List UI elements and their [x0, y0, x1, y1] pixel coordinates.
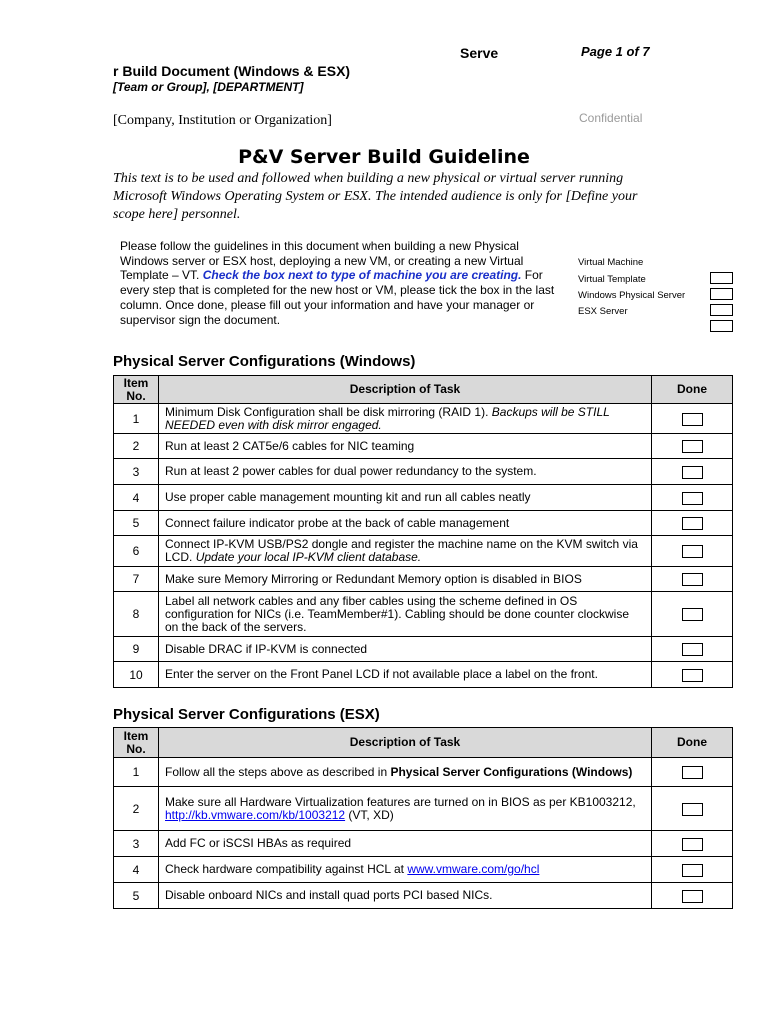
instructions-paragraph — [120, 239, 560, 327]
done-header: Done — [652, 728, 733, 758]
table-row — [114, 787, 733, 831]
item-number: 8 — [114, 592, 159, 637]
item-number: 4 — [114, 485, 159, 511]
done-cell — [652, 567, 733, 592]
hcl-link[interactable]: www.vmware.com/go/hcl — [407, 862, 540, 876]
machine-type-checkbox[interactable] — [710, 288, 733, 300]
task-description: Disable onboard NICs and install quad ports PCI based NICs. — [159, 883, 652, 909]
item-number: 2 — [114, 787, 159, 831]
task-note: Update your local IP-KVM client database. — [195, 550, 422, 564]
done-checkbox[interactable] — [682, 413, 703, 426]
done-checkbox[interactable] — [682, 545, 703, 558]
machine-type-label: Windows Physical Server — [578, 290, 686, 301]
document-title: r Build Document (Windows & ESX) — [113, 63, 351, 79]
task-text: Check hardware compatibility against HCL at — [165, 862, 408, 876]
task-description: Run at least 2 CAT5e/6 cables for NIC teaming — [159, 434, 652, 459]
done-checkbox[interactable] — [682, 803, 703, 816]
done-checkbox[interactable] — [682, 766, 703, 779]
done-cell — [652, 459, 733, 485]
table-row — [114, 637, 733, 662]
table-row — [114, 404, 733, 434]
table-row — [114, 883, 733, 909]
table-row — [114, 831, 733, 857]
task-description — [159, 758, 652, 787]
task-text-after: (VT, XD) — [345, 807, 394, 822]
table-row — [114, 536, 733, 567]
task-description — [159, 404, 652, 434]
item-number: 5 — [114, 883, 159, 909]
done-cell — [652, 592, 733, 637]
done-cell — [652, 662, 733, 688]
windows-section-heading: Physical Server Configurations (Windows) — [113, 353, 416, 370]
task-description — [159, 536, 652, 567]
task-description: Disable DRAC if IP-KVM is connected — [159, 637, 652, 662]
done-cell — [652, 434, 733, 459]
table-row — [114, 857, 733, 883]
done-cell — [652, 485, 733, 511]
item-number: 10 — [114, 662, 159, 688]
done-checkbox[interactable] — [682, 864, 703, 877]
table-row — [114, 567, 733, 592]
done-cell — [652, 511, 733, 536]
machine-type-label: Virtual Template — [578, 274, 646, 285]
instructions-part2: For every step that is completed for the new host or VM, please tick the box in the last column. Once done, please fill out your information and have your manager or supervisor sign the document. — [120, 268, 555, 327]
table-row — [114, 485, 733, 511]
item-number: 1 — [114, 758, 159, 787]
done-checkbox[interactable] — [682, 890, 703, 903]
item-number: 4 — [114, 857, 159, 883]
table-header-row — [114, 376, 733, 404]
item-number: 7 — [114, 567, 159, 592]
done-checkbox[interactable] — [682, 669, 703, 682]
intro-paragraph: This text is to be used and followed when building a new physical or virtual server running Microsoft Windows Operating System or ESX. The intended audience is only for [Define your scope here] personnel. — [113, 171, 638, 222]
table-header-row — [114, 728, 733, 758]
done-checkbox[interactable] — [682, 643, 703, 656]
task-description: Add FC or iSCSI HBAs as required — [159, 831, 652, 857]
item-number: 1 — [114, 404, 159, 434]
done-header: Done — [652, 376, 733, 404]
item-number: 3 — [114, 459, 159, 485]
header-serve: Serve — [460, 45, 499, 61]
description-header: Description of Task — [159, 728, 652, 758]
description-header: Description of Task — [159, 376, 652, 404]
item-number: 3 — [114, 831, 159, 857]
done-checkbox[interactable] — [682, 573, 703, 586]
done-cell — [652, 404, 733, 434]
instructions-part1: Please follow the guidelines in this document when building a new Physical Windows server or ESX host, deploying a new VM, or creating a new Virtual Template – VT. — [120, 239, 524, 283]
item-no-header: Item No. — [114, 728, 159, 758]
confidential-label: Confidential — [579, 111, 643, 125]
esx-section-heading: Physical Server Configurations (ESX) — [113, 706, 380, 723]
done-checkbox[interactable] — [682, 517, 703, 530]
table-row — [114, 511, 733, 536]
company-name: [Company, Institution or Organization] — [113, 113, 332, 128]
esx-task-table — [113, 727, 733, 909]
item-number: 6 — [114, 536, 159, 567]
task-description: Make sure Memory Mirroring or Redundant Memory option is disabled in BIOS — [159, 567, 652, 592]
done-checkbox[interactable] — [682, 492, 703, 505]
done-cell — [652, 758, 733, 787]
machine-type-label: Virtual Machine — [578, 257, 644, 268]
done-checkbox[interactable] — [682, 608, 703, 621]
task-description: Run at least 2 power cables for dual power redundancy to the system. — [159, 459, 652, 485]
task-description: Connect failure indicator probe at the back of cable management — [159, 511, 652, 536]
task-text: Minimum Disk Configuration shall be disk mirroring (RAID 1). — [165, 404, 492, 419]
done-cell — [652, 883, 733, 909]
machine-type-label: ESX Server — [578, 306, 628, 317]
item-number: 9 — [114, 637, 159, 662]
task-text: Follow all the steps above as described in — [165, 764, 391, 779]
done-cell — [652, 787, 733, 831]
item-no-header: Item No. — [114, 376, 159, 404]
instructions-highlight: Check the box next to type of machine you are creating. — [202, 268, 522, 283]
item-number: 2 — [114, 434, 159, 459]
kb-link[interactable]: http://kb.vmware.com/kb/1003212 — [165, 807, 346, 822]
table-row — [114, 434, 733, 459]
done-cell — [652, 536, 733, 567]
done-checkbox[interactable] — [682, 466, 703, 479]
table-row — [114, 662, 733, 688]
task-reference: Physical Server Configurations (Windows) — [390, 764, 633, 779]
machine-type-checkbox[interactable] — [710, 304, 733, 316]
task-text: Make sure all Hardware Virtualization features are turned on in BIOS as per KB1003212, — [165, 794, 636, 809]
team-department: [Team or Group], [DEPARTMENT] — [113, 80, 304, 94]
machine-type-checkbox[interactable] — [710, 320, 733, 332]
page-title: P&V Server Build Guideline — [238, 146, 530, 168]
table-row — [114, 592, 733, 637]
done-checkbox[interactable] — [682, 838, 703, 851]
task-description: Use proper cable management mounting kit and run all cables neatly — [159, 485, 652, 511]
task-description: Enter the server on the Front Panel LCD if not available place a label on the front. — [159, 662, 652, 688]
done-cell — [652, 857, 733, 883]
done-checkbox[interactable] — [682, 440, 703, 453]
machine-type-checkbox[interactable] — [710, 272, 733, 284]
item-number: 5 — [114, 511, 159, 536]
windows-task-table — [113, 375, 733, 688]
task-note: Backups will be STILL NEEDED even with disk mirror engaged. — [165, 404, 610, 432]
table-row — [114, 459, 733, 485]
task-description: Label all network cables and any fiber cables using the scheme defined in OS configuration for NICs (i.e. TeamMember#1). Cabling should be done counter clockwise on the back of the servers. — [159, 592, 652, 637]
task-description — [159, 857, 652, 883]
page-number: Page 1 of 7 — [581, 44, 650, 59]
done-cell — [652, 831, 733, 857]
done-cell — [652, 637, 733, 662]
task-text: Connect IP-KVM USB/PS2 dongle and register the machine name on the KVM switch via LCD. — [165, 537, 638, 564]
table-row — [114, 758, 733, 787]
task-description — [159, 787, 652, 831]
